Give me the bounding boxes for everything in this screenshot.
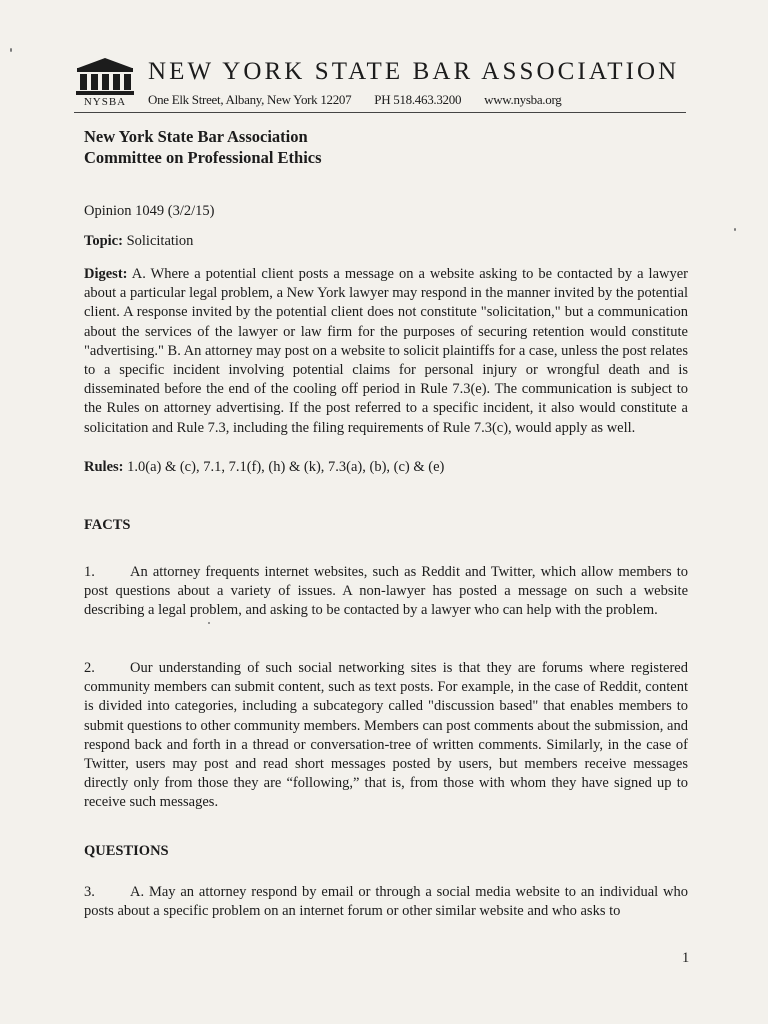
page-number: 1 — [682, 950, 690, 966]
topic-value: Solicitation — [126, 233, 194, 249]
paragraph-text: A. May an attorney respond by email or through a social media website to an individual who posts about a specific problem on an internet forum or other similar website and who asks to — [84, 884, 688, 920]
scan-speck — [10, 48, 12, 52]
org-website: www.nysba.org — [484, 92, 562, 107]
committee-heading — [84, 126, 322, 168]
letterhead-divider — [74, 112, 686, 113]
paragraph-number: 2. — [84, 660, 95, 676]
paragraph-1 — [84, 563, 688, 621]
committee-line-1: New York State Bar Association — [84, 127, 308, 146]
org-phone: PH 518.463.3200 — [374, 92, 462, 107]
topic-line — [84, 233, 193, 250]
scan-speck — [208, 622, 210, 624]
scan-speck — [734, 228, 736, 231]
org-address: One Elk Street, Albany, New York 12207 — [148, 92, 352, 107]
paragraph-text: An attorney frequents internet websites, such as Reddit and Twitter, which allow members to post questions about a variety of issues. A non-lawyer has posted a message on such a website describing a legal problem, and asking to be contacted by a lawyer who can help with the problem. — [84, 564, 688, 619]
section-heading-questions: QUESTIONS — [84, 843, 169, 859]
logo-text: NYSBA — [83, 96, 127, 108]
digest-label: Digest: — [84, 266, 128, 282]
columns-logo-icon — [74, 56, 136, 96]
rules-value: 1.0(a) & (c), 7.1, 7.1(f), (h) & (k), 7.3(a), (b), (c) & (e) — [127, 459, 445, 475]
paragraph-2 — [84, 659, 688, 813]
paragraph-number: 3. — [84, 884, 95, 900]
digest-paragraph — [84, 265, 688, 438]
rules-line — [84, 459, 444, 476]
nysba-logo — [74, 56, 136, 108]
topic-label: Topic: — [84, 233, 123, 249]
paragraph-number: 1. — [84, 564, 95, 580]
org-name: NEW YORK STATE BAR ASSOCIATION — [148, 58, 680, 85]
opinion-number: Opinion 1049 (3/2/15) — [84, 203, 215, 219]
org-contact — [148, 92, 581, 108]
section-heading-facts: FACTS — [84, 517, 131, 533]
paragraph-text: Our understanding of such social networking sites is that they are forums where registered community members can submit content, such as text posts. For example, in the case of Reddit, content is divided into categories, including a subcategory called "discussion based" that enables members to submit questions to other community members. Members can post comments about the submission, and respond back and forth in a thread or conversation-tree of written comments. Similarly, in the case of Twitter, users may post and read short messages posted by users, but members receive messages directly only from those they are “following,” that is, from those with whom they have signed up to receive such messages. — [84, 660, 688, 811]
rules-label: Rules: — [84, 459, 124, 475]
digest-text: A. Where a potential client posts a message on a website asking to be contacted by a lawyer about a particular legal problem, a New York lawyer may respond in the manner invited by the potential client. A response invited by the potential client does not constitute "solicitation," but a communication about the services of the lawyer or law firm for the purposes of securing retention would constitute "advertising." B. An attorney may post on a website to solicit plaintiffs for a case, unless the post relates to a specific incident involving potential claims for personal injury or wrongful death and is disseminated before the end of the cooling off period in Rule 7.3(e). The communication is subject to the Rules on attorney advertising. If the post referred to a specific incident, it also would constitute a solicitation and Rule 7.3, including the filing requirements of Rule 7.3(c), would apply as well. — [84, 266, 689, 436]
committee-line-2: Committee on Professional Ethics — [84, 148, 322, 167]
paragraph-3 — [84, 883, 688, 921]
